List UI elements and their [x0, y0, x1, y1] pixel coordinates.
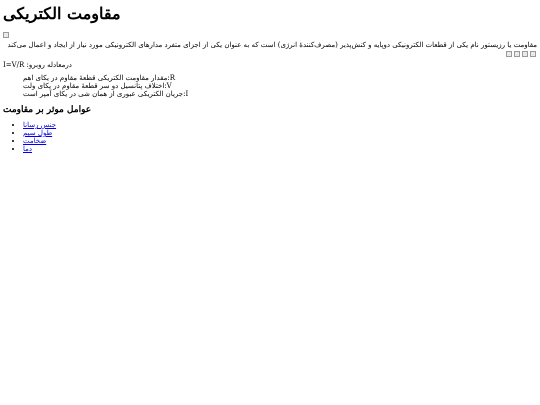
definition-item: V:اختلاف پتانسیل دو سر قطعهٔ مقاوم در یکای ولت — [23, 82, 172, 90]
broken-image-icon — [3, 32, 9, 38]
definitions-list — [3, 74, 537, 98]
list-item — [23, 121, 537, 129]
list-item — [23, 145, 537, 153]
factor-link[interactable]: جنس رسانا — [23, 121, 57, 129]
intro-text: مقاومت یا رزیستور نام یکی از قطعات الکترونیکی دوپایه و کنش‌پذیر (مصرف‌کنندهٔ انرژی) است که به عنوان یکی از اجزای متفرد مدارهای الکترونیکی مورد نیاز از ایجاد و اعمال می‌کند — [7, 41, 537, 49]
factors-heading: عوامل موثر بر مقاومت — [3, 105, 92, 115]
broken-image-icon — [506, 51, 512, 57]
list-item — [23, 129, 537, 137]
factors-list — [3, 121, 537, 153]
broken-image-icon — [530, 51, 536, 57]
intro-paragraph — [3, 38, 537, 59]
page-title: مقاومت الکتریکی — [3, 4, 121, 23]
factor-link[interactable]: ضخامت — [23, 137, 47, 145]
factor-link[interactable]: طول سیم — [23, 129, 53, 137]
definition-item: I:جریان الکتریکی عبوری از همان شی در یکای آمپر است — [23, 90, 189, 98]
broken-image-icon — [522, 51, 528, 57]
inline-image-group — [505, 50, 537, 58]
factor-link[interactable]: دما — [23, 145, 32, 153]
definition-item: R:مقدار مقاومت الکتریکی قطعهٔ مقاوم در یکای اهم — [23, 74, 176, 82]
formula-line: درمعادله روبرو: I=V/R — [3, 61, 72, 69]
broken-image-icon — [514, 51, 520, 57]
list-item — [23, 137, 537, 145]
header-image-row — [3, 30, 537, 38]
